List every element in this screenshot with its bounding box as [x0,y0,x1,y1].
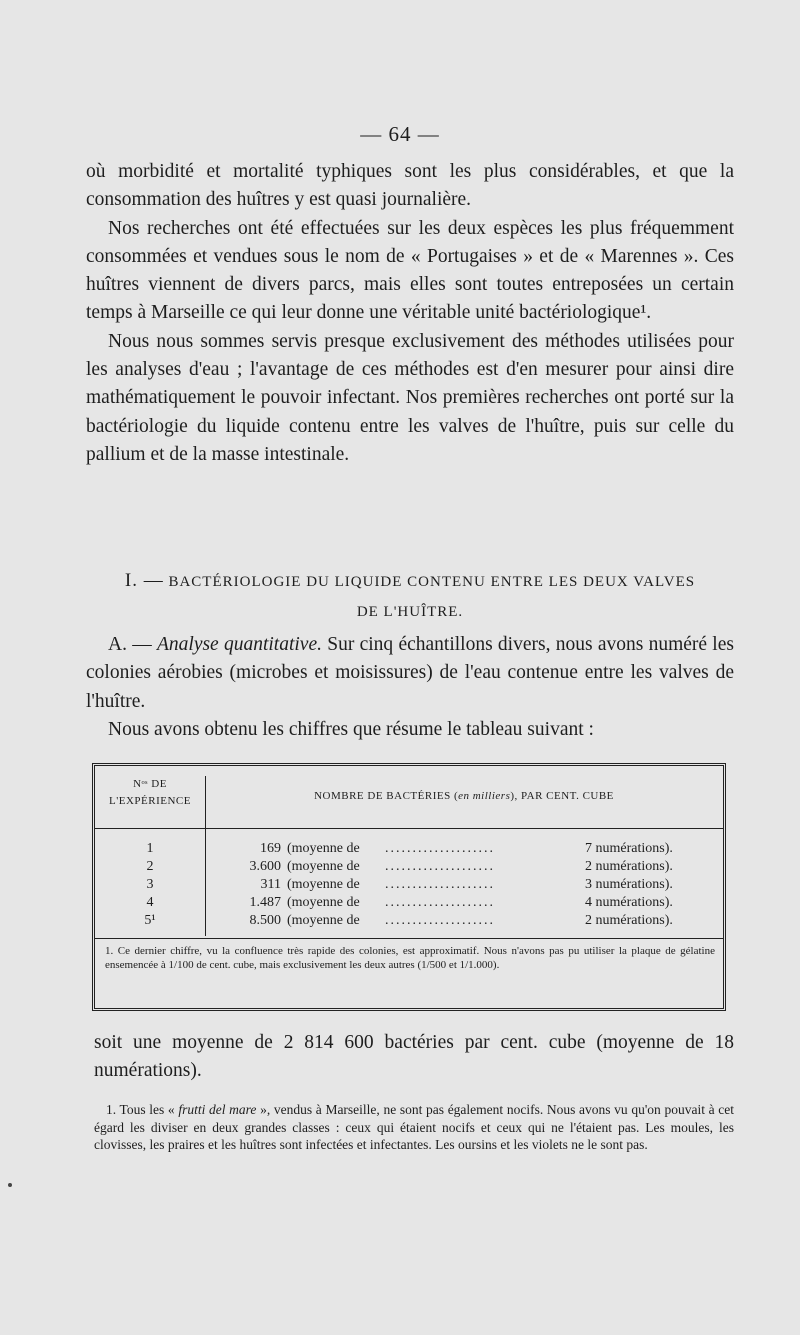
section-heading [86,566,734,627]
section-title: BACTÉRIOLOGIE DU LIQUIDE CONTENU ENTRE LES DEUX VALVES [168,574,696,590]
table-body [95,828,723,939]
footnote-paragraph [94,1101,734,1154]
row-value: 1.487 [249,895,281,910]
row-value: 8.500 [249,913,281,928]
results-table [92,763,726,1011]
analysis-label-italic: Analyse quantitative. [156,634,322,655]
row-leader-dots: .................... [385,859,495,874]
footnote-lead: 1. Tous les « [106,1102,179,1117]
row-label: (moyenne de [287,859,360,874]
row-label: (moyenne de [287,913,360,928]
row-leader-dots: .................... [385,841,495,856]
row-leader-dots: .................... [385,913,495,928]
header-count-italic: en milliers [458,790,511,802]
footnote-rest: », vendus à Marseille, ne sont pas également nocifs. Nous avons vu qu'on pouvait à cet égard les diviser en deux grandes classes : ceux qui étaient nocifs et ceux qui ne l'étaient pas. Les moules, les clovisses, les praires et les huîtres sont infectées et infectantes. Les oursins et les violets ne le sont pas. [94,1102,734,1152]
table-header [95,766,723,829]
analysis-label: A. — [108,634,157,655]
row-count: 2 numérations). [585,859,673,874]
page-number: — 64 — [360,122,440,146]
footnote-italic: frutti del mare [178,1102,257,1117]
header-num-line2: L'EXPÉRIENCE [109,795,191,807]
table-row [95,912,723,929]
table-row [95,840,723,857]
section-heading-line2: DE L'HUÎTRE. [356,604,464,620]
table-footnote: 1. Ce dernier chiffre, vu la confluence très rapide des colonies, est approximatif. Nous n'avons pas pu utiliser la plaque de gélatine ensemencée à 1/100 de cent. cube, mais exclusivement les deux autres (1/500 et 1/1.000). [105,945,715,971]
table-row [95,858,723,875]
row-value: 3.600 [249,859,281,874]
table-row [95,876,723,893]
analysis-paragraph [86,631,734,716]
analysis-table-intro: Nous avons obtenu les chiffres que résume le tableau suivant : [108,718,594,740]
row-count: 7 numérations). [585,841,673,856]
section-numeral: I. — [124,570,164,591]
row-value: 169 [260,841,281,856]
header-num-line1: Nᵒˢ DE [133,778,167,790]
row-value: 311 [260,877,281,892]
row-leader-dots: .................... [385,877,495,892]
section-heading-line1 [86,566,734,597]
page-speck [8,1183,12,1187]
row-label: (moyenne de [287,841,360,856]
paragraph-methods: Nous nous sommes servis presque exclusivement des méthodes utilisées pour les analyses d'eau ; l'avantage de ces méthodes est d'en mesurer pour ainsi dire mathématiquement le pouvoir infectant. Nos premières recherches ont porté sur la bactériologie du liquide contenu entre les valves de l'huître, puis sur celle du pallium et de la masse intestinale. [86,330,734,465]
row-count: 3 numérations). [585,877,673,892]
header-experiment-number [95,776,206,828]
row-count: 4 numérations). [585,895,673,910]
analysis-text [86,631,734,744]
analysis-body: Sur cinq échantillons divers, nous avons numéré les colonies aérobies (microbes et moisissures) de l'eau contenue entre les valves de l'huître. [86,634,734,712]
row-number: 5¹ [144,913,156,928]
intro-text [86,158,734,469]
row-count: 2 numérations). [585,913,673,928]
table-row [95,894,723,911]
header-count-post: ), PAR CENT. CUBE [510,790,614,802]
row-leader-dots: .................... [385,895,495,910]
row-number: 4 [146,895,154,910]
row-label: (moyenne de [287,895,360,910]
header-count-pre: NOMBRE DE BACTÉRIES ( [314,790,459,802]
row-number: 3 [146,877,154,892]
row-number: 1 [146,841,154,856]
header-bacteria-count [205,790,723,802]
paragraph-species: Nos recherches ont été effectuées sur les deux espèces les plus fréquemment consommées et vendues sous le nom de « Portugaises » et de « Marennes ». Ces huîtres viennent de divers parcs, mais elles sont toutes entreposées un certain temps à Marseille ce qui leur donne une véritable unité bactériologique¹. [86,217,734,324]
page-footnote [94,1101,734,1154]
paragraph-continuation: où morbidité et mortalité typhiques sont les plus considérables, et que la consommation des huîtres y est quasi journalière. [86,161,734,211]
row-label: (moyenne de [287,877,360,892]
summary-text: soit une moyenne de 2 814 600 bactéries par cent. cube (moyenne de 18 numérations). [94,1032,734,1081]
row-number: 2 [146,859,154,874]
